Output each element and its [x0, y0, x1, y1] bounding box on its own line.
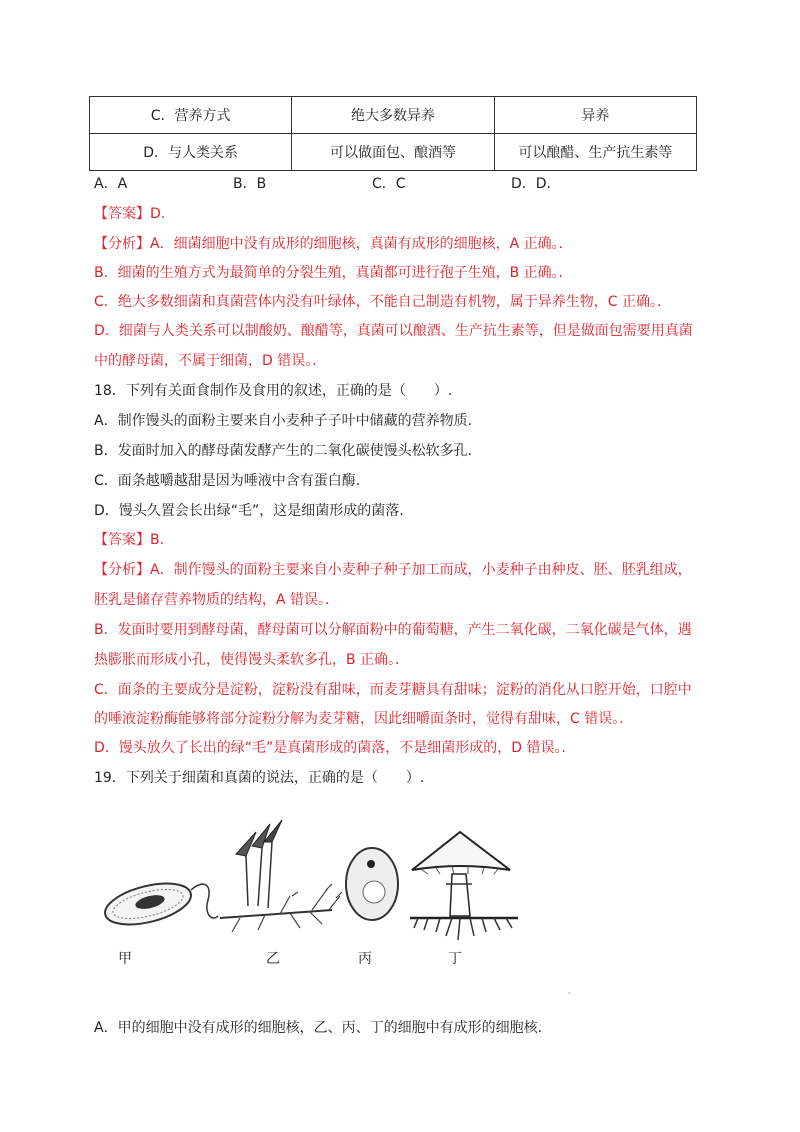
- q17-analysis-line: 中的酵母菌，不属于细菌，D 错误。．: [94, 353, 327, 369]
- yeast-illustration: [346, 848, 398, 920]
- microbe-figure: [100, 818, 540, 948]
- q18-option-c: C．面条越嚼越甜是因为唾液中含有蛋白酶.: [94, 473, 361, 489]
- q17-option-d: D．D.: [511, 176, 552, 192]
- table-cell: C．营养方式: [90, 97, 292, 134]
- table-row: [90, 97, 697, 134]
- bacterium-illustration: [101, 876, 218, 932]
- table-cell: 绝大多数异养: [292, 97, 494, 134]
- q17-answer: 【答案】D.: [94, 206, 166, 222]
- q18-analysis-line: D．馒头放久了长出的绿“毛”是真菌形成的菌落，不是细菌形成的，D 错误。．: [94, 740, 576, 756]
- figure-label-yi: 乙: [266, 951, 280, 967]
- q18-option-d: D．馒头久置会长出绿“毛”，这是细菌形成的菌落.: [94, 503, 404, 519]
- q18-analysis-line: 热膨胀而形成小孔，使得馒头柔软多孔，B 正确。．: [94, 652, 410, 668]
- q17-analysis-line: D．细菌与人类关系可以制酸奶、酿醋等，真菌可以酿酒、生产抗生素等，但是做面包需要用真菌: [94, 323, 693, 339]
- q18-option-b: B．发面时加入的酵母菌发酵产生的二氧化碳使馒头松软多孔.: [94, 443, 473, 459]
- q18-analysis-line: 【分析】A．制作馒头的面粉主要来自小麦种子种子加工而成，小麦种子由种皮、胚、胚乳组成，: [94, 562, 692, 578]
- q18-analysis-line: C．面条的主要成分是淀粉，淀粉没有甜味，而麦芽糖具有甜味；淀粉的消化从口腔开始，口腔中: [94, 682, 692, 698]
- table-cell: D．与人类关系: [90, 134, 292, 171]
- mold-illustration: [220, 820, 342, 932]
- figure-label-ding: 丁: [448, 951, 462, 967]
- table-cell: 异养: [494, 97, 696, 134]
- q18-stem: 18．下列有关面食制作及食用的叙述，正确的是（ ）.: [94, 383, 453, 399]
- q17-option-b: B．B: [233, 176, 267, 192]
- q19-stem: 19．下列关于细菌和真菌的说法，正确的是（ ）.: [94, 770, 425, 786]
- mushroom-illustration: [410, 832, 518, 940]
- q17-analysis-line: 【分析】A．细菌细胞中没有成形的细胞核，真菌有成形的细胞核，A 正确。．: [94, 236, 573, 252]
- q18-answer: 【答案】B.: [94, 532, 165, 548]
- q19-option-a: A．甲的细胞中没有成形的细胞核，乙、丙、丁的细胞中有成形的细胞核.: [94, 1020, 543, 1036]
- table-cell: 可以做面包、酿酒等: [292, 134, 494, 171]
- q18-analysis-line: 胚乳是储存营养物质的结构，A 错误。．: [94, 592, 340, 608]
- figure-label-bing: 丙: [358, 951, 372, 967]
- table-cell: 可以酿醋、生产抗生素等: [494, 134, 696, 171]
- q18-analysis-line: 的唾液淀粉酶能够将部分淀粉分解为麦芽糖，因此细嚼面条时，觉得有甜味，C 错误。．: [94, 711, 634, 727]
- table-row: [90, 134, 697, 171]
- q17-option-a: A．A: [94, 176, 128, 192]
- stray-mark: 、: [568, 986, 576, 995]
- q18-option-a: A．制作馒头的面粉主要来自小麦种子子叶中储藏的营养物质.: [94, 413, 473, 429]
- figure-label-jia: 甲: [118, 951, 132, 967]
- q18-analysis-line: B．发面时要用到酵母菌，酵母菌可以分解面粉中的葡萄糖，产生二氧化碳，二氧化碳是气体，遇: [94, 622, 692, 638]
- comparison-table: [89, 96, 697, 171]
- q17-analysis-line: C．绝大多数细菌和真菌营体内没有叶绿体，不能自己制造有机物，属于异养生物，C 正确。．: [94, 294, 671, 310]
- q17-option-c: C．C: [372, 176, 406, 192]
- q17-analysis-line: B．细菌的生殖方式为最简单的分裂生殖，真菌都可进行孢子生殖，B 正确。．: [94, 265, 573, 281]
